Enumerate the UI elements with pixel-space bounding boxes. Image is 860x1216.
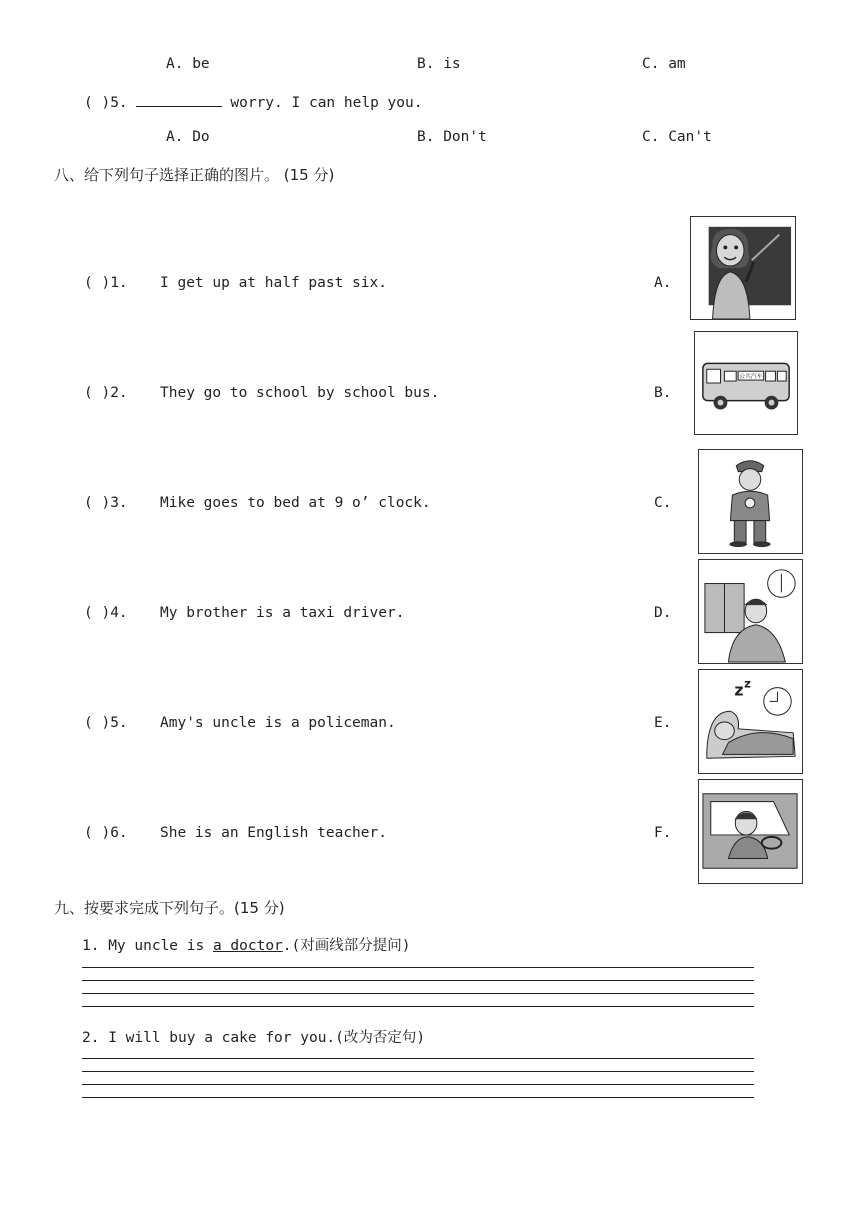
answer-line — [82, 967, 754, 968]
picture-letter: C. — [654, 495, 672, 511]
boy-waking-up-picture — [698, 559, 803, 664]
picture-letter: D. — [654, 605, 672, 621]
section-9-heading: 九、按要求完成下列句子。(15 分) — [54, 899, 285, 917]
question-text: 1. My uncle is — [82, 938, 213, 954]
picture-letter: B. — [654, 385, 672, 401]
answer-paren: ( )3. — [84, 495, 128, 511]
sentence-text: I get up at half past six. — [160, 275, 387, 291]
option-b: B. Don't — [417, 129, 487, 145]
answer-line — [82, 1084, 754, 1085]
answer-paren: ( )5. — [84, 95, 128, 111]
sentence-text: Amy's uncle is a policeman. — [160, 715, 396, 731]
answer-line — [82, 1097, 754, 1098]
answer-line — [82, 1006, 754, 1007]
answer-paren: ( )1. — [84, 275, 128, 291]
question-1 — [82, 934, 411, 955]
policeman-picture — [698, 449, 803, 554]
sentence-text: My brother is a taxi driver. — [160, 605, 405, 621]
fill-blank — [136, 92, 222, 107]
answer-line — [82, 980, 754, 981]
answer-line — [82, 993, 754, 994]
section-8-heading: 八、给下列句子选择正确的图片。 (15 分) — [54, 166, 335, 184]
answer-paren: ( )4. — [84, 605, 128, 621]
picture-letter: E. — [654, 715, 672, 731]
bus-sign: 公共汽车 — [739, 374, 763, 381]
svg-text:z: z — [734, 680, 744, 700]
question-2: 2. I will buy a cake for you.(改为否定句) — [82, 1030, 426, 1046]
svg-text:z: z — [744, 676, 751, 691]
option-a: A. Do — [166, 129, 210, 145]
picture-letter: A. — [654, 275, 672, 291]
school-bus-picture — [694, 331, 798, 435]
answer-line — [82, 1071, 754, 1072]
underlined-phrase: a doctor — [212, 938, 283, 954]
instruction: .(对画线部分提问) — [282, 938, 411, 954]
question-5 — [84, 92, 422, 111]
sentence-text: Mike goes to bed at 9 o’ clock. — [160, 495, 431, 511]
boy-sleeping-picture — [698, 669, 803, 774]
question-text: worry. I can help you. — [230, 95, 423, 111]
option-b: B. is — [417, 56, 461, 72]
sentence-text: They go to school by school bus. — [160, 385, 440, 401]
option-a: A. be — [166, 56, 210, 72]
answer-paren: ( )6. — [84, 825, 128, 841]
option-c: C. Can't — [642, 129, 712, 145]
driver-picture — [698, 779, 803, 884]
answer-paren: ( )5. — [84, 715, 128, 731]
answer-paren: ( )2. — [84, 385, 128, 401]
sentence-text: She is an English teacher. — [160, 825, 387, 841]
option-c: C. am — [642, 56, 686, 72]
answer-line — [82, 1058, 754, 1059]
picture-letter: F. — [654, 825, 672, 841]
teacher-picture — [690, 216, 796, 320]
